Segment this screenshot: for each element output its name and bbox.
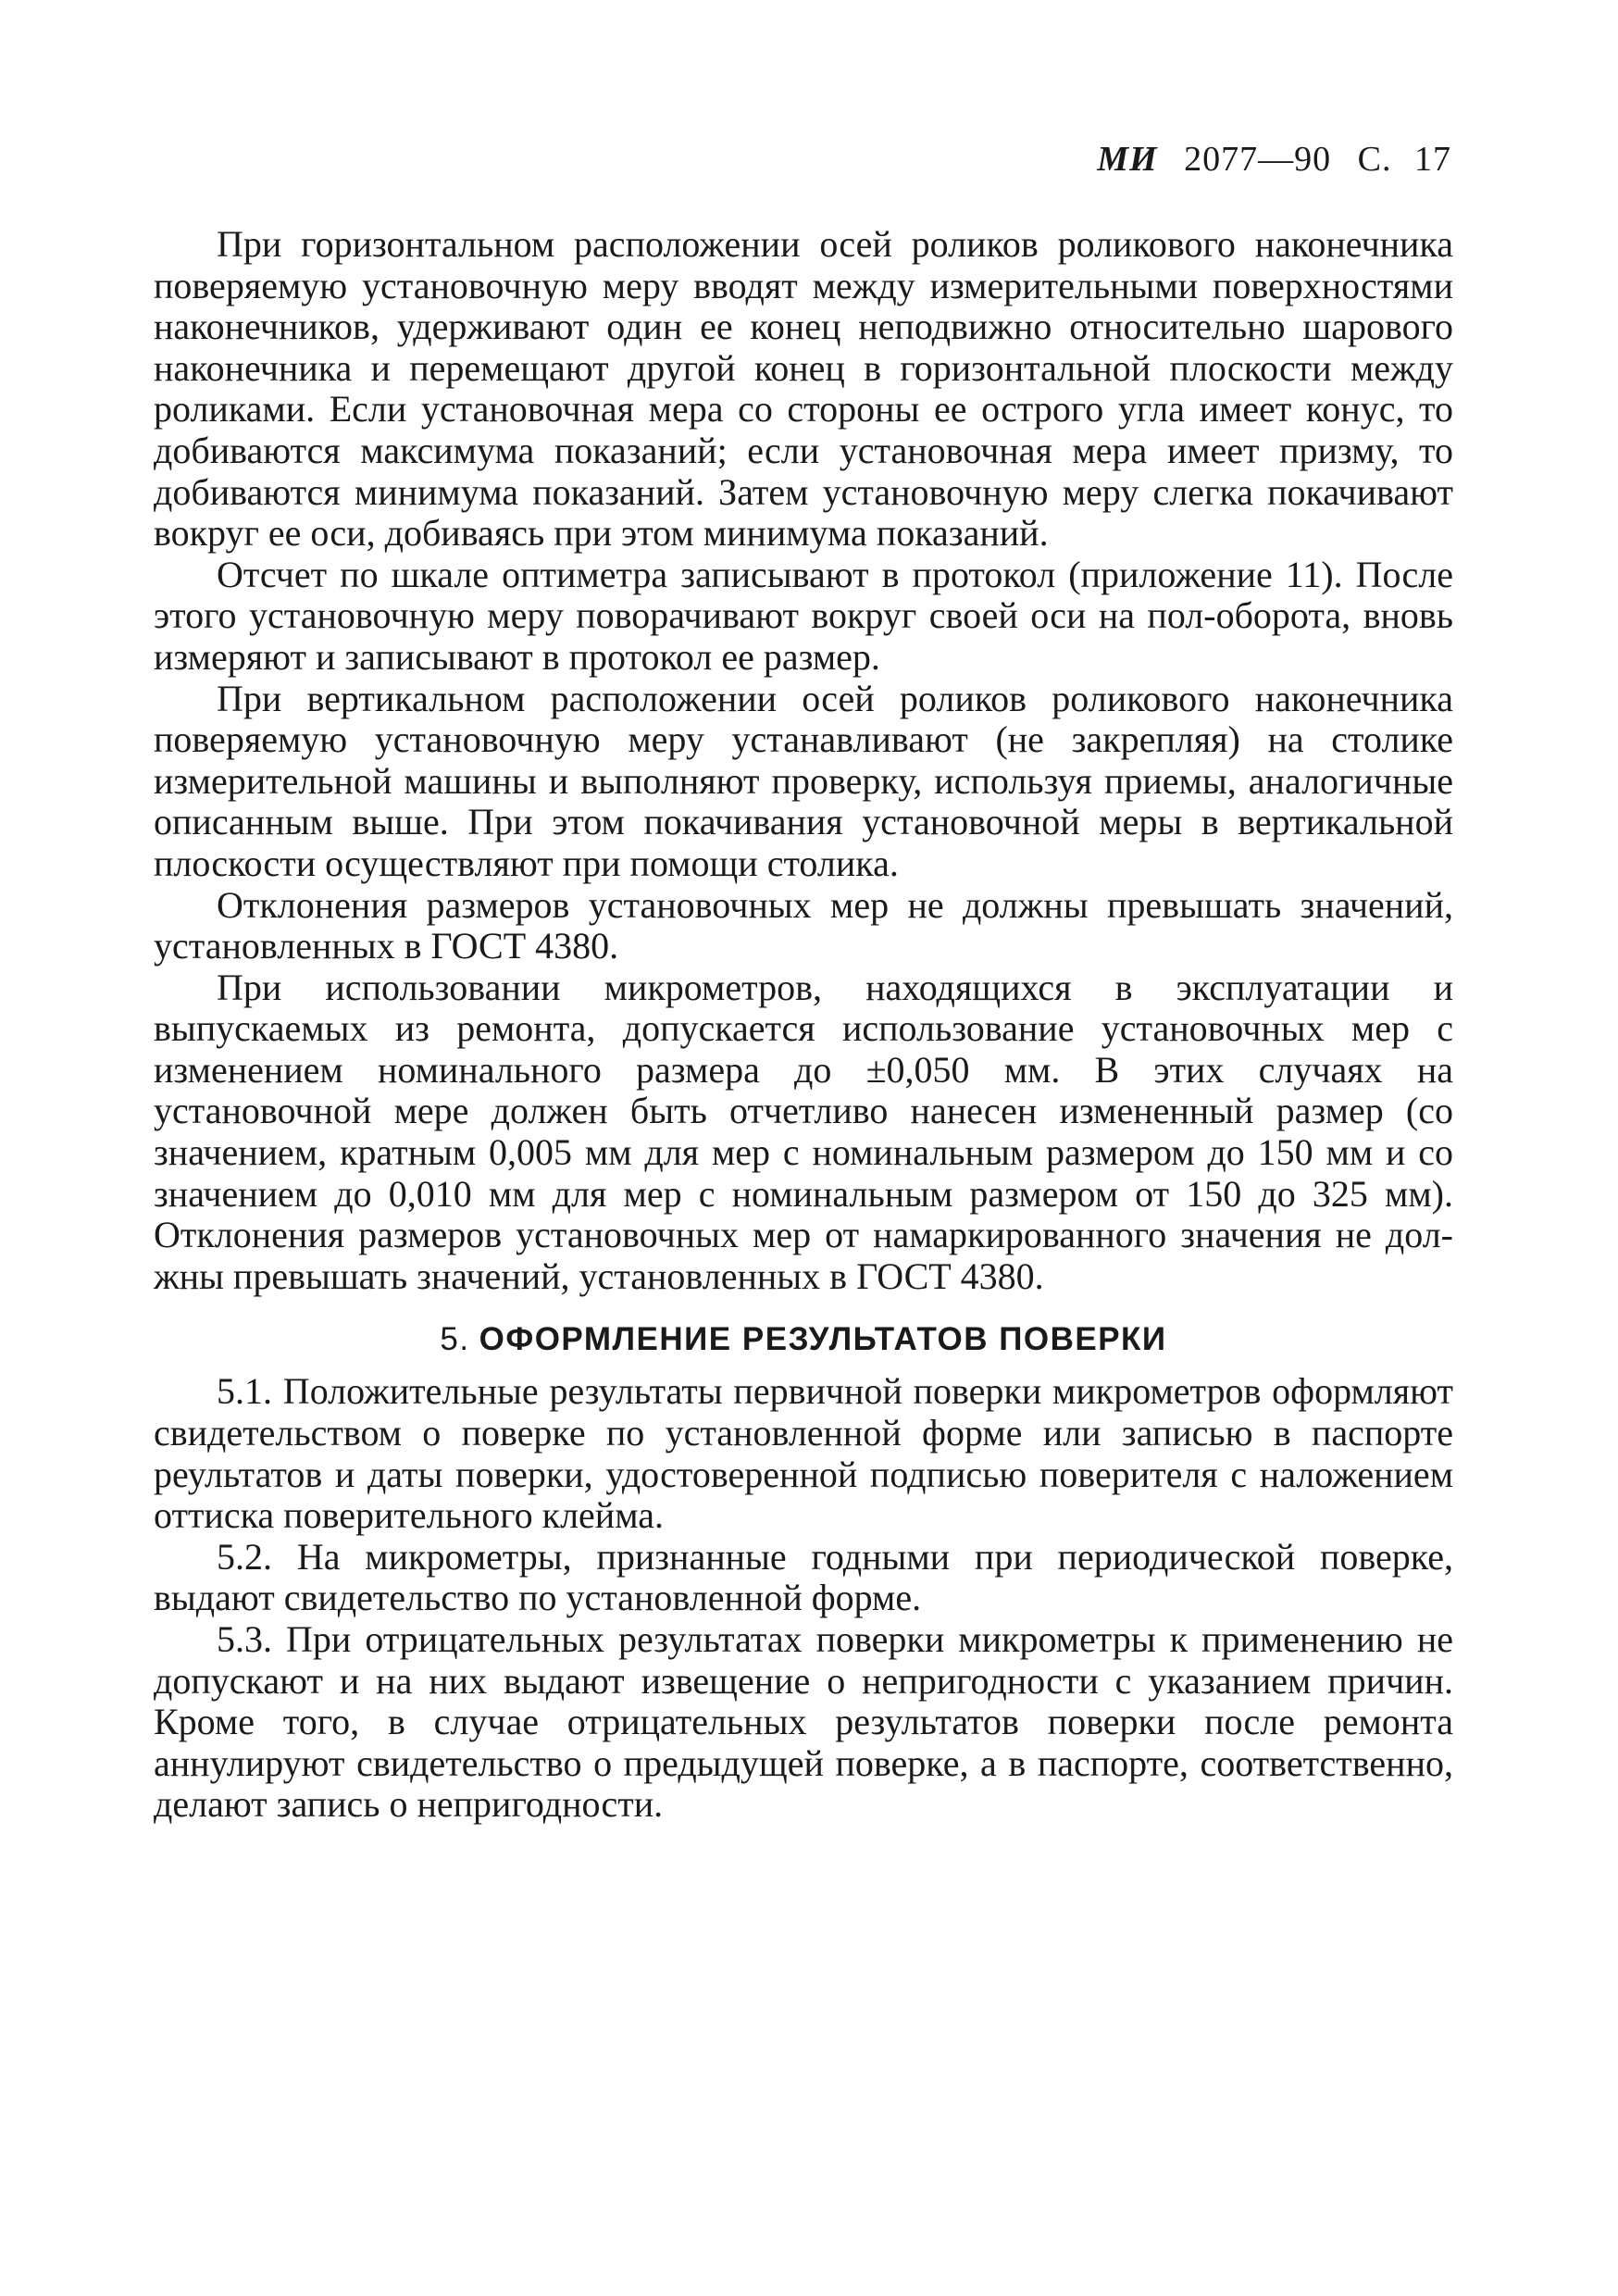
section-number: 5. <box>440 1321 470 1358</box>
paragraph-optimeter-reading: Отсчет по шкале оптиметра записывают в протокол (приложение 11). После этого установочную меру поворачивают вокруг своей оси на пол-оборота, вновь измеряют и записывают в протокол ее размер. <box>154 553 1453 678</box>
body-text <box>154 224 1453 1826</box>
page-number: 17 <box>1414 140 1451 179</box>
section-title: ОФОРМЛЕНИЕ РЕЗУЛЬТАТОВ ПОВЕРКИ <box>479 1321 1167 1358</box>
document-code: МИ <box>1097 140 1158 179</box>
paragraph-deviation-limits: Отклонения размеров установочных мер не должны превышать значений, установленных в ГОСТ 4380. <box>154 883 1453 967</box>
paragraph-5-2: 5.2. На микрометры, признанные годными при периодической поверке, выдают свидетельство по установленной форме. <box>154 1535 1453 1619</box>
paragraph-vertical-rollers: При вертикальном расположении осей роликов роликового наконечника поверяемую установочную меру устанавливают (не закрепляя) на столике измерительной машины и выполняют проверку, используя приемы, аналогичные описанным выше. При этом покачивания установочной меры в вертикальной плоскости осуществляют при помощи столика. <box>154 677 1453 884</box>
paragraph-horizontal-rollers: При горизонтальном расположении осей роликов роликового наконечника поверяемую установочную меру вводят между измерительными поверхностями наконечников, удерживают один ее конец неподвижно относительно шарового наконечника и перемещают другой конец в горизонтальной плоскости между роликами. Если установочная мера со стороны ее острого угла имеет конус, то добиваются максимума показаний; если установочная мера имеет призму, то добиваются минимума показаний. Затем установочную меру слегка покачивают вокруг ее оси, добиваясь при этом минимума показаний. <box>154 223 1453 555</box>
paragraph-5-3: 5.3. При отрицательных результатах поверки микрометры к применению не допускают и на них выдают извещение о непригодности с указанием причин. Кроме того, в случае отрицательных результатов поверки после ремонта аннулируют свидетельство о предыдущей поверке, а в паспорте, соответственно, делают запись о непригодности. <box>154 1618 1453 1826</box>
document-number: 2077—90 <box>1184 140 1332 179</box>
section-heading <box>154 1319 1453 1360</box>
paragraph-5-1: 5.1. Положительные результаты первичной поверки микрометров оформляют свидетельством о поверке по установленной форме или записью в паспорте реультатов и даты поверки, удостоверенной подписью поверителя с наложением оттиска поверительного клейма. <box>154 1370 1453 1537</box>
running-header <box>1097 139 1451 180</box>
paragraph-repaired-micrometers: При использовании микрометров, находящихся в эксплуатации и выпускаемых из ремонта, допускается использование установочных мер с изменением номинального размера до ±0,050 мм. В этих случаях на установочной мере должен быть отчетливо нанесен измененный размер (со значением, кратным 0,005 мм для мер с номинальным размером до 150 мм и со значением до 0,010 мм для мер с номинальным размером от 150 до 325 мм). Отклонения размеров установочных мер от намаркированного значения не должны превышать значений, установленных в ГОСТ 4380. <box>154 966 1453 1297</box>
page-label: С. <box>1357 140 1392 179</box>
